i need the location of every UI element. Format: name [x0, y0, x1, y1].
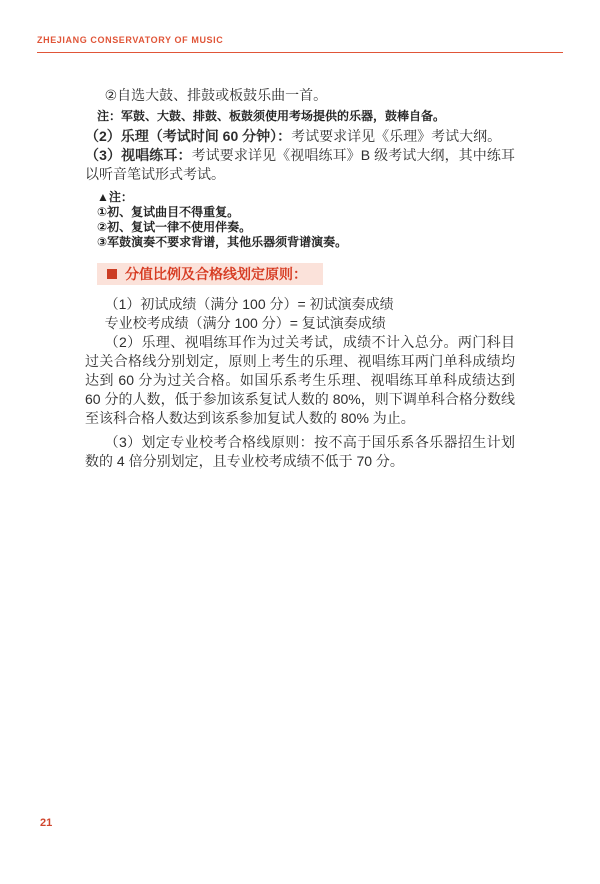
instrument-note: 注：军鼓、大鼓、排鼓、板鼓须使用考场提供的乐器，鼓棒自备。 — [97, 109, 446, 123]
note-item-1: ①初、复试曲目不得重复。 — [97, 205, 240, 219]
content-column — [85, 86, 515, 471]
header-rule — [37, 52, 563, 53]
section-header-title: 分值比例及合格线划定原则： — [125, 266, 307, 282]
notes-title: ▲注： — [97, 190, 133, 204]
note-item-3: ③军鼓演奏不要求背谱，其他乐器须背谱演奏。 — [97, 235, 348, 249]
exam-item-music-theory — [85, 127, 515, 146]
exam-item-music-theory-text: 考试要求详见《乐理》考试大纲。 — [291, 128, 502, 144]
rule-pass-line: （2）乐理、视唱练耳作为过关考试，成绩不计入总分。两门科目过关合格线分别划定，原则上考生的乐理、视唱练耳两门单科成绩均达到 60 分为过关合格。如国乐系考生乐理、视唱练耳单科成绩达到 60 分的人数，低于参加该系复试人数的 80%，则下调单科合格分数线至该科合格人数达到该系参加复试人数的 80% 为止。 — [85, 334, 515, 427]
note-item-2: ②初、复试一律不使用伴奏。 — [97, 220, 252, 234]
section-header-band — [97, 263, 323, 285]
rule-initial-score: （1）初试成绩（满分 100 分）= 初试演奏成绩 — [104, 296, 394, 313]
exam-item-ear-training-label: （3）视唱练耳： — [85, 147, 192, 163]
exam-item-ear-training — [85, 146, 515, 184]
exam-item-ear-training-text: 考试要求详见《视唱练耳》B 级考试大纲，其中练耳以听音笔试形式考试。 — [85, 147, 515, 182]
notes-block — [85, 190, 515, 250]
scoring-rules — [85, 295, 515, 471]
page-header — [37, 34, 563, 53]
exam-item-music-theory-label: （2）乐理（考试时间 60 分钟）： — [85, 128, 292, 144]
header-title: ZHEJIANG CONSERVATORY OF MUSIC — [37, 35, 224, 45]
rule-school-exam-score: 专业校考成绩（满分 100 分）= 复试演奏成绩 — [104, 315, 386, 332]
page-number: 21 — [40, 817, 53, 829]
rule-qualification-line: （3）划定专业校考合格线原则：按不高于国乐系各乐器招生计划数的 4 倍分别划定，且专业校考成绩不低于 70 分。 — [85, 434, 515, 470]
square-bullet-icon — [107, 269, 117, 279]
exam-piece-line: ②自选大鼓、排鼓或板鼓乐曲一首。 — [104, 87, 328, 103]
